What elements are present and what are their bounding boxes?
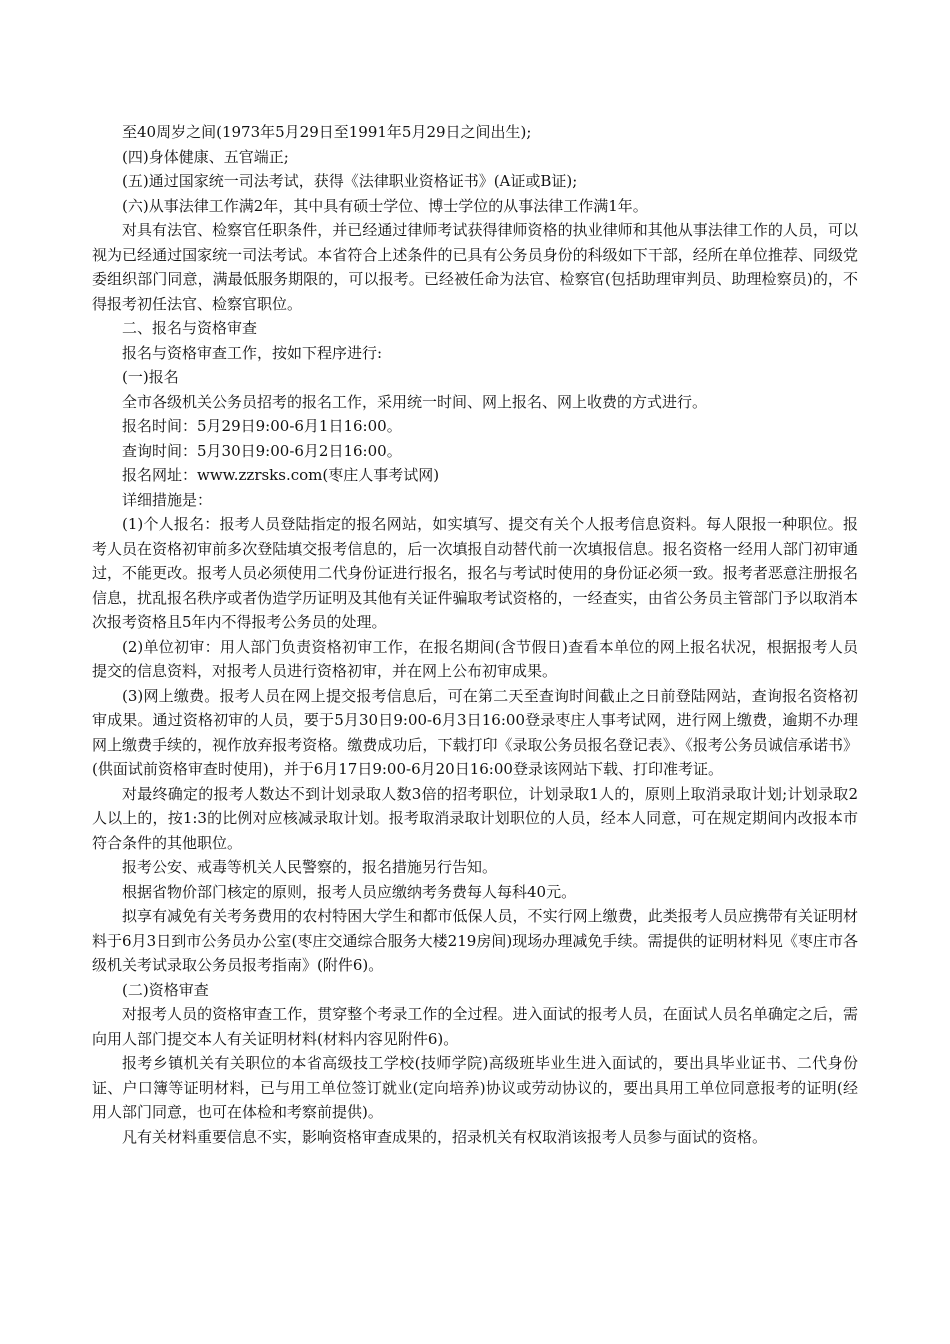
paragraph-details-intro: 详细措施是：	[122, 490, 213, 509]
subheading-qualification-review: (二)资格审查	[122, 980, 209, 999]
paragraph-exam-fee: 根据省物价部门核定的原则，报考人员应缴纳考务费每人每科40元。	[122, 882, 577, 901]
paragraph-procedure-intro: 报名与资格审查工作，按如下程序进行:	[122, 343, 383, 362]
paragraph-condition-4: (四)身体健康、五官端正;	[122, 147, 289, 166]
paragraph-technical-school: 报考乡镇机关有关职位的本省高级技工学校(技师学院)高级班毕业生进入面试的，要出具毕业证书、二代身份证、户口簿等证明材料，已与用工单位签订就业(定向培养)协议或劳动协议的，要出具用工单位同意报考的证明(经用人部门同意，也可在体检和考察前提供)。	[92, 1054, 858, 1121]
paragraph-registration-url: 报名网址：www.zzrsks.com(枣庄人事考试网)	[122, 466, 440, 484]
paragraph-online-payment: (3)网上缴费。报考人员在网上提交报考信息后，可在第二天至查询时间截止之日前登陆网站，查询报名资格初审成果。通过资格初审的人员，要于5月30日9:00-6月3日16:00登录枣庄人事考试网，进行网上缴费，逾期不办理网上缴费手续的，视作放弃报考资格。缴费成功后，下载打印《录取公务员报名登记表》、《报考公务员诚信承诺书》(供面试前资格审查时使用)，并于6月17日9:00-6月20日16:00登录该网站下载、打印准考证。	[92, 686, 858, 778]
paragraph-false-info: 凡有关材料重要信息不实，影响资格审查成果的，招录机关有权取消该报考人员参与面试的资格。	[122, 1127, 768, 1146]
paragraph-personal-registration: (1)个人报名：报考人员登陆指定的报名网站，如实填写、提交有关个人报考信息资料。每人限报一种职位。报考人员在资格初审前多次登陆填交报考信息的，后一次填报自动替代前一次填报信息。报名资格一经用人部门初审通过，不能更改。报考人员必须使用二代身份证进行报名，报名与考试时使用的身份证必须一致。报考者恶意注册报名信息，扰乱报名秩序或者伪造学历证明及其他有关证件骗取考试资格的，一经查实，由省公务员主管部门予以取消本次报考资格且5年内不得报考公务员的处理。	[92, 515, 858, 631]
paragraph-quota-reduction: 对最终确定的报考人数达不到计划录取人数3倍的招考职位，计划录取1人的，原则上取消录取计划;计划录取2人以上的，按1:3的比例对应核减录取计划。报考取消录取计划职位的人员，经本人同意，可在规定期间内改报本市符合条件的其他职位。	[92, 784, 858, 852]
paragraph-query-time: 查询时间：5月30日9:00-6月2日16:00。	[122, 441, 402, 460]
paragraph-review-process: 对报考人员的资格审查工作，贯穿整个考录工作的全过程。进入面试的报考人员，在面试人员名单确定之后，需向用人部门提交本人有关证明材料(材料内容见附件6)。	[92, 1005, 858, 1048]
section-heading-registration: 二、报名与资格审查	[122, 319, 258, 337]
paragraph-registration-time: 报名时间：5月29日9:00-6月1日16:00。	[122, 417, 402, 435]
paragraph-lawyer-equivalence: 对具有法官、检察官任职条件，并已经通过律师考试获得律师资格的执业律师和其他从事法律工作的人员，可以视为已经通过国家统一司法考试。本省符合上述条件的已具有公务员身份的科级如下干部，经所在单位推荐、同级党委组织部门同意，满最低服务期限的，可以报考。已经被任命为法官、检察官(包括助理审判员、助理检察员)的，不得报考初任法官、检察官职位。	[92, 221, 858, 313]
paragraph-police-notice: 报考公安、戒毒等机关人民警察的，报名措施另行告知。	[122, 858, 498, 876]
paragraph-age-range: 至40周岁之间(1973年5月29日至1991年5月29日之间出生);	[122, 123, 532, 141]
paragraph-condition-6: (六)从事法律工作满2年，其中具有硕士学位、博士学位的从事法律工作满1年。	[122, 196, 648, 215]
paragraph-fee-waiver: 拟享有减免有关考务费用的农村特困大学生和都市低保人员，不实行网上缴费，此类报考人员应携带有关证明材料于6月3日到市公务员办公室(枣庄交通综合服务大楼219房间)现场办理减免手续。需提供的证明材料见《枣庄市各级机关考试录取公务员报考指南》(附件6)。	[92, 907, 858, 974]
paragraph-registration-method: 全市各级机关公务员招考的报名工作，采用统一时间、网上报名、网上收费的方式进行。	[122, 392, 708, 411]
paragraph-condition-5: (五)通过国家统一司法考试，获得《法律职业资格证书》(A证或B证);	[122, 172, 578, 190]
paragraph-unit-review: (2)单位初审：用人部门负责资格初审工作，在报名期间(含节假日)查看本单位的网上报名状况，根据报考人员提交的信息资料，对报考人员进行资格初审，并在网上公布初审成果。	[92, 637, 858, 680]
subheading-registration: (一)报名	[122, 368, 179, 386]
